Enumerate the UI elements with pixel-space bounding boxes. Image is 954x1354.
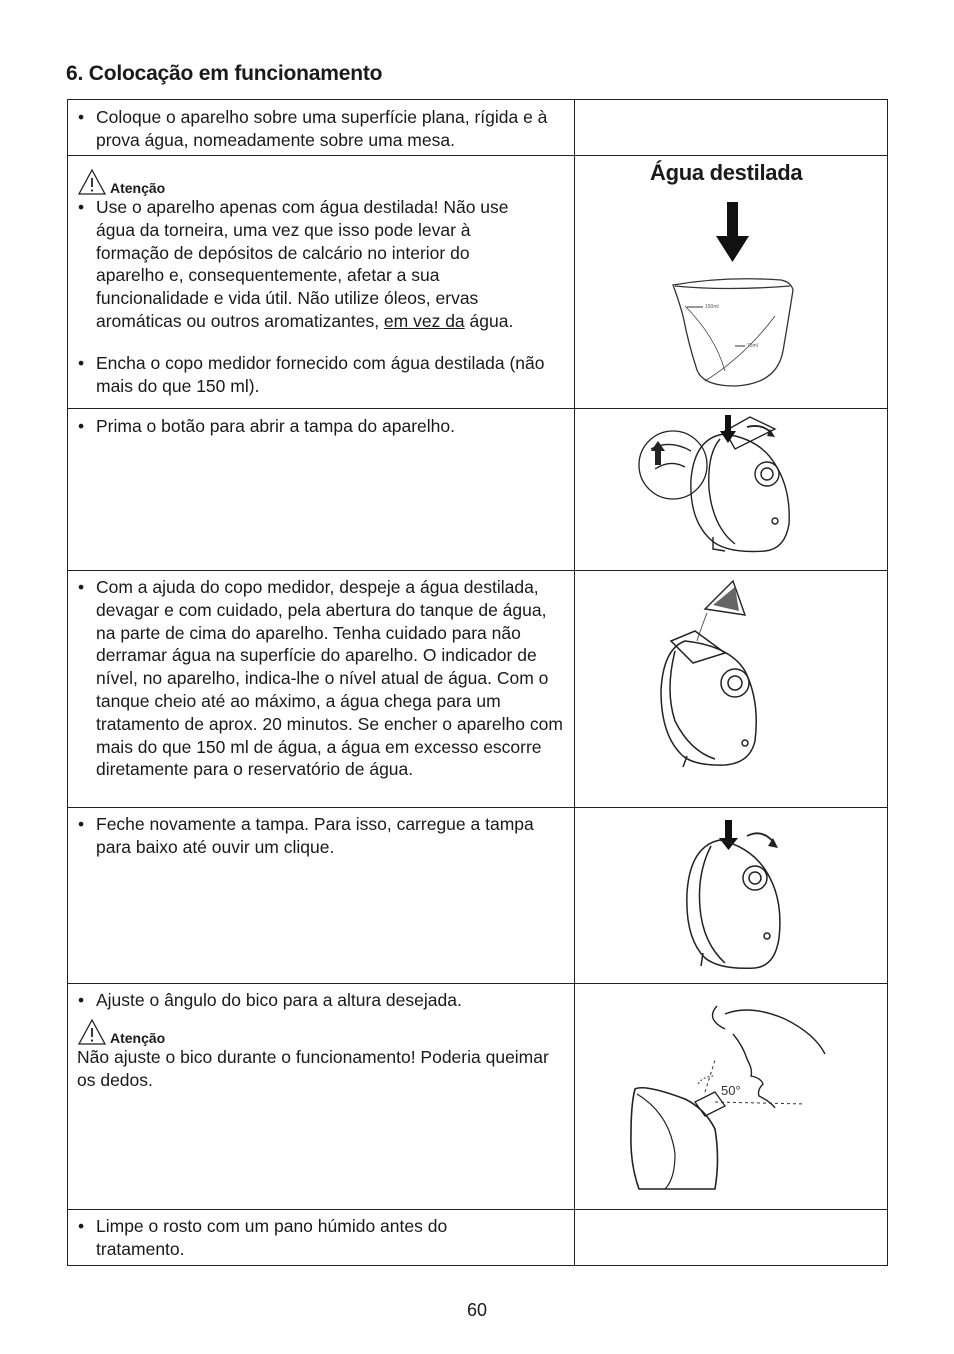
step-text: Prima o botão para abrir a tampa do aparelho. [96, 416, 455, 436]
list-item: • Feche novamente a tampa. Para isso, carregue a tampa para baixo até ouvir um clique. [78, 813, 566, 859]
figure-cell [575, 984, 888, 1210]
figure-cell-empty [575, 100, 888, 156]
pour-water-illustration [575, 571, 887, 806]
figure-cell [575, 156, 888, 409]
down-arrow-icon [725, 820, 732, 840]
figure-title: Água destilada [650, 160, 803, 185]
measuring-cup-icon [673, 279, 793, 386]
step-text: Ajuste o ângulo do bico para a altura desejada. [96, 990, 462, 1010]
measuring-cup-illustration [575, 156, 887, 406]
list-item: • Encha o copo medidor fornecido com água destilada (não mais do que 150 ml). [78, 352, 566, 398]
down-arrow-icon [716, 202, 749, 262]
warning-header [78, 1018, 566, 1046]
steamer-device-icon [691, 417, 789, 552]
nozzle-angle-illustration [575, 984, 887, 1208]
steamer-device-icon [661, 631, 756, 767]
list-item: • Coloque o aparelho sobre uma superfície plana, rígida e à prova água, nomeadamente sobre uma mesa. [78, 106, 566, 152]
warning-label: Atenção [110, 1029, 166, 1046]
warning-note: Não ajuste o bico durante o funcionamento! Poderia queimar os dedos. [77, 1046, 549, 1090]
instructions-table [67, 99, 888, 1266]
measuring-cup-icon [705, 581, 745, 615]
list-item: • Ajuste o ângulo do bico para a altura desejada. [78, 989, 566, 1012]
table-row [68, 100, 888, 156]
steamer-device-icon [631, 1088, 718, 1189]
zoom-inset-icon [639, 431, 707, 499]
table-row [68, 1210, 888, 1266]
underlined-phrase: em vez da [383, 310, 465, 331]
table-row [68, 409, 888, 571]
step-text: Coloque o aparelho sobre uma superfície plana, rígida e à prova água, nomeadamente sobre uma mesa. [96, 107, 548, 150]
step-text: Limpe o rosto com um pano húmido antes do tratamento. [96, 1216, 448, 1259]
table-row [68, 571, 888, 808]
open-lid-illustration [575, 409, 887, 569]
list-item: • Limpe o rosto com um pano húmido antes do tratamento. [78, 1215, 566, 1261]
figure-cell-empty [575, 1210, 888, 1266]
warning-triangle-icon [78, 1018, 106, 1046]
page-number: 60 [466, 1300, 488, 1320]
steamer-device-icon [687, 840, 780, 968]
up-arrow-icon [655, 449, 661, 465]
table-row [68, 156, 888, 409]
angle-line [715, 1102, 805, 1104]
step-text: Com a ajuda do copo medidor, despeje a água destilada, devagar e com cuidado, pela abertura do tanque de água, na parte de cima do aparelho. Tenha cuidado para não derramar água na superfície do aparelho. O indicador de nível, no aparelho, indica-lhe o nível atual de água. Com o tanque cheio até ao máximo, a água chega para um tratamento de aprox. 20 minutos. Se encher o aparelho com mais do que 150 ml de água, a água em excesso escorre diretamente para o reservatório de água. [96, 577, 563, 780]
warning-triangle-icon [78, 168, 106, 196]
list-item: • Prima o botão para abrir a tampa do aparelho. [78, 415, 566, 438]
figure-cell [575, 571, 888, 808]
angle-label: 50° [721, 1083, 741, 1098]
figure-cell [575, 409, 888, 571]
list-item: • Com a ajuda do copo medidor, despeje a água destilada, devagar e com cuidado, pela abertura do tanque de água, na parte de cima do aparelho. Tenha cuidado para não derramar água na superfície do aparelho. O indicador de nível, no aparelho, indica-lhe o nível atual de água. Com o tanque cheio até ao máximo, a água chega para um tratamento de aprox. 20 minutos. Se encher o aparelho com mais do que 150 ml de água, a água em excesso escorre diretamente para o reservatório de água. [78, 576, 566, 781]
step-text: Feche novamente a tampa. Para isso, carregue a tampa para baixo até ouvir um clique. [96, 814, 534, 857]
table-row [68, 984, 888, 1210]
list-item: • Use o aparelho apenas com água destilada! Não use água da torneira, uma vez que isso pode levar à formação de depósitos de calcário no interior do aparelho e, consequentemente, afetar a sua funcionalidade e vida útil. Não utilize óleos, ervas aromáticas ou outros aromatizantes, em vez da água. [78, 196, 566, 333]
warning-label: Atenção [110, 180, 166, 196]
section-title: 6. Colocação em funcionamento [66, 62, 383, 85]
down-arrow-icon [725, 415, 731, 433]
step-text: Use o aparelho apenas com água destilada! Não use água da torneira, uma vez que isso pode levar à formação de depósitos de calcário no interior do aparelho e, consequentemente, afetar a sua funcionalidade e vida útil. Não utilize óleos, ervas aromáticas ou outros aromatizantes, em vez da água. [96, 197, 514, 331]
table-row [68, 808, 888, 984]
warning-header [78, 168, 566, 196]
figure-cell [575, 808, 888, 984]
close-lid-illustration [575, 808, 887, 982]
cup-mark-150: 150ml [705, 304, 719, 310]
cup-mark-75: 75ml [747, 343, 758, 349]
step-text: Encha o copo medidor fornecido com água destilada (não mais do que 150 ml). [96, 352, 545, 396]
